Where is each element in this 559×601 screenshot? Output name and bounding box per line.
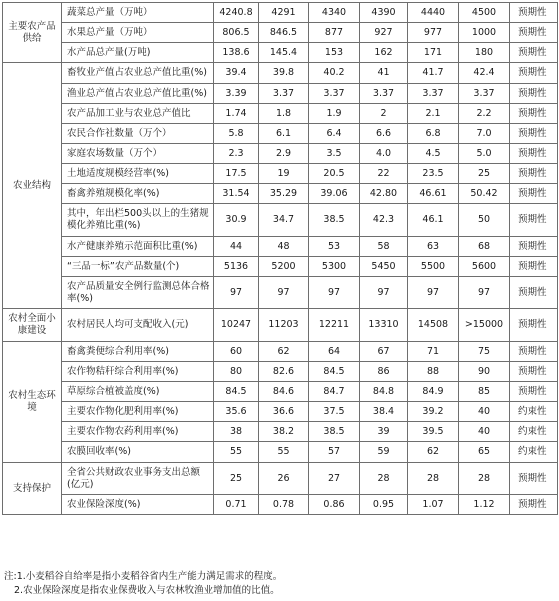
value-cell: 97 [459, 277, 510, 309]
table-row [3, 43, 558, 63]
value-cell: 3.37 [360, 84, 408, 104]
attribute-cell: 预期性 [510, 84, 558, 104]
indicator-cell: 水果总产量（万吨） [62, 23, 214, 43]
value-cell: 5600 [459, 257, 510, 277]
footnote-1: 注:1.小麦稻谷自给率是指小麦稻谷省内生产能力满足需求的程度。 [4, 571, 283, 582]
table-row [3, 309, 558, 342]
attribute-cell: 预期性 [510, 164, 558, 184]
table-row [3, 164, 558, 184]
table-row [3, 382, 558, 402]
value-cell: 877 [309, 23, 360, 43]
indicator-cell: “三品一标”农产品数量(个) [62, 257, 214, 277]
table-body [3, 3, 558, 515]
value-cell: 28 [408, 463, 459, 495]
attribute-cell: 预期性 [510, 184, 558, 204]
table-row [3, 144, 558, 164]
value-cell: 10247 [214, 309, 259, 342]
value-cell: 30.9 [214, 204, 259, 237]
attribute-cell: 预期性 [510, 144, 558, 164]
value-cell: 46.1 [408, 204, 459, 237]
value-cell: 806.5 [214, 23, 259, 43]
value-cell: 4240.8 [214, 3, 259, 23]
value-cell: 38.5 [309, 204, 360, 237]
agriculture-indicator-table [2, 2, 558, 515]
value-cell: 26 [259, 463, 309, 495]
value-cell: 3.37 [259, 84, 309, 104]
value-cell: 5.0 [459, 144, 510, 164]
value-cell: 84.5 [309, 362, 360, 382]
indicator-cell: 农业保险深度(%) [62, 495, 214, 515]
value-cell: 39.2 [408, 402, 459, 422]
value-cell: 35.6 [214, 402, 259, 422]
value-cell: 63 [408, 237, 459, 257]
category-cell: 农村生态环境 [3, 342, 62, 463]
value-cell: 48 [259, 237, 309, 257]
value-cell: 1.12 [459, 495, 510, 515]
value-cell: 2.3 [214, 144, 259, 164]
table-row [3, 257, 558, 277]
value-cell: 5500 [408, 257, 459, 277]
table-row [3, 422, 558, 442]
value-cell: 14508 [408, 309, 459, 342]
footnote-2: 2.农业保险深度是指农业保费收入与农林牧渔业增加值的比值。 [14, 585, 280, 596]
value-cell: 46.61 [408, 184, 459, 204]
value-cell: 6.1 [259, 124, 309, 144]
category-cell: 农业结构 [3, 63, 62, 309]
table-row [3, 362, 558, 382]
attribute-cell: 预期性 [510, 23, 558, 43]
value-cell: 1.07 [408, 495, 459, 515]
value-cell: 2.1 [408, 104, 459, 124]
value-cell: 17.5 [214, 164, 259, 184]
value-cell: 20.5 [309, 164, 360, 184]
table-row [3, 204, 558, 237]
value-cell: 84.5 [214, 382, 259, 402]
value-cell: 41 [360, 63, 408, 84]
value-cell: 60 [214, 342, 259, 362]
value-cell: 68 [459, 237, 510, 257]
value-cell: 0.86 [309, 495, 360, 515]
value-cell: 31.54 [214, 184, 259, 204]
indicator-cell: 渔业总产值占农业总产值比重(%) [62, 84, 214, 104]
indicator-cell: 农作物秸秆综合利用率(%) [62, 362, 214, 382]
value-cell: 82.6 [259, 362, 309, 382]
value-cell: 38.4 [360, 402, 408, 422]
value-cell: 62 [408, 442, 459, 463]
value-cell: 97 [309, 277, 360, 309]
category-cell: 主要农产品供给 [3, 3, 62, 63]
value-cell: 19 [259, 164, 309, 184]
value-cell: 84.7 [309, 382, 360, 402]
value-cell: 80 [214, 362, 259, 382]
value-cell: 977 [408, 23, 459, 43]
table-row [3, 495, 558, 515]
indicator-cell: 水产健康养殖示范面积比重(%) [62, 237, 214, 257]
indicator-cell: 畜禽粪便综合利用率(%) [62, 342, 214, 362]
value-cell: 138.6 [214, 43, 259, 63]
category-cell: 农村全面小康建设 [3, 309, 62, 342]
value-cell: 3.37 [459, 84, 510, 104]
value-cell: 86 [360, 362, 408, 382]
value-cell: 65 [459, 442, 510, 463]
attribute-cell: 约束性 [510, 422, 558, 442]
value-cell: 34.7 [259, 204, 309, 237]
value-cell: 13310 [360, 309, 408, 342]
value-cell: 180 [459, 43, 510, 63]
value-cell: 62 [259, 342, 309, 362]
value-cell: 71 [408, 342, 459, 362]
value-cell: 36.6 [259, 402, 309, 422]
indicator-cell: 农民合作社数量（万个） [62, 124, 214, 144]
value-cell: 39.4 [214, 63, 259, 84]
table-row [3, 463, 558, 495]
value-cell: 5136 [214, 257, 259, 277]
value-cell: 3.37 [408, 84, 459, 104]
value-cell: 0.71 [214, 495, 259, 515]
value-cell: 88 [408, 362, 459, 382]
value-cell: 38.2 [259, 422, 309, 442]
attribute-cell: 预期性 [510, 3, 558, 23]
value-cell: 42.4 [459, 63, 510, 84]
value-cell: 927 [360, 23, 408, 43]
attribute-cell: 预期性 [510, 237, 558, 257]
value-cell: 25 [214, 463, 259, 495]
indicator-cell: 主要农作物化肥利用率(%) [62, 402, 214, 422]
value-cell: 1000 [459, 23, 510, 43]
value-cell: 35.29 [259, 184, 309, 204]
value-cell: >15000 [459, 309, 510, 342]
category-cell: 支持保护 [3, 463, 62, 515]
attribute-cell: 预期性 [510, 277, 558, 309]
value-cell: 4.0 [360, 144, 408, 164]
value-cell: 1.74 [214, 104, 259, 124]
value-cell: 2.9 [259, 144, 309, 164]
value-cell: 5200 [259, 257, 309, 277]
indicator-cell: 其中，年出栏500头以上的生猪规模化养殖比重(%) [62, 204, 214, 237]
indicator-cell: 农产品质量安全例行监测总体合格率(%) [62, 277, 214, 309]
table-row [3, 104, 558, 124]
value-cell: 4390 [360, 3, 408, 23]
value-cell: 40 [459, 402, 510, 422]
value-cell: 162 [360, 43, 408, 63]
attribute-cell: 预期性 [510, 104, 558, 124]
indicator-cell: 畜禽养殖规模化率(%) [62, 184, 214, 204]
indicator-cell: 畜牧业产值占农业总产值比重(%) [62, 63, 214, 84]
value-cell: 7.0 [459, 124, 510, 144]
value-cell: 1.9 [309, 104, 360, 124]
value-cell: 27 [309, 463, 360, 495]
value-cell: 6.6 [360, 124, 408, 144]
attribute-cell: 预期性 [510, 463, 558, 495]
value-cell: 3.5 [309, 144, 360, 164]
indicator-cell: 农产品加工业与农业总产值比 [62, 104, 214, 124]
value-cell: 44 [214, 237, 259, 257]
attribute-cell: 预期性 [510, 204, 558, 237]
value-cell: 38.5 [309, 422, 360, 442]
value-cell: 64 [309, 342, 360, 362]
table-row [3, 442, 558, 463]
value-cell: 39.5 [408, 422, 459, 442]
value-cell: 4440 [408, 3, 459, 23]
value-cell: 55 [214, 442, 259, 463]
table-row [3, 402, 558, 422]
indicator-cell: 草原综合植被盖度(%) [62, 382, 214, 402]
value-cell: 4500 [459, 3, 510, 23]
value-cell: 6.8 [408, 124, 459, 144]
indicator-cell: 家庭农场数量（万个） [62, 144, 214, 164]
value-cell: 59 [360, 442, 408, 463]
table-row [3, 184, 558, 204]
value-cell: 12211 [309, 309, 360, 342]
value-cell: 25 [459, 164, 510, 184]
value-cell: 38 [214, 422, 259, 442]
value-cell: 4291 [259, 3, 309, 23]
value-cell: 55 [259, 442, 309, 463]
value-cell: 2 [360, 104, 408, 124]
attribute-cell: 预期性 [510, 124, 558, 144]
value-cell: 97 [214, 277, 259, 309]
table-row [3, 3, 558, 23]
value-cell: 23.5 [408, 164, 459, 184]
value-cell: 84.9 [408, 382, 459, 402]
value-cell: 90 [459, 362, 510, 382]
value-cell: 5450 [360, 257, 408, 277]
footnotes [4, 570, 556, 598]
table-row [3, 63, 558, 84]
value-cell: 3.37 [309, 84, 360, 104]
value-cell: 75 [459, 342, 510, 362]
table-row [3, 84, 558, 104]
value-cell: 0.95 [360, 495, 408, 515]
table-row [3, 23, 558, 43]
attribute-cell: 预期性 [510, 362, 558, 382]
value-cell: 1.8 [259, 104, 309, 124]
value-cell: 153 [309, 43, 360, 63]
value-cell: 846.5 [259, 23, 309, 43]
value-cell: 39.06 [309, 184, 360, 204]
value-cell: 4340 [309, 3, 360, 23]
value-cell: 145.4 [259, 43, 309, 63]
table-row [3, 342, 558, 362]
indicator-table-container [2, 2, 557, 515]
value-cell: 6.4 [309, 124, 360, 144]
attribute-cell: 约束性 [510, 402, 558, 422]
value-cell: 42.80 [360, 184, 408, 204]
indicator-cell: 蔬菜总产量（万吨） [62, 3, 214, 23]
value-cell: 28 [459, 463, 510, 495]
value-cell: 97 [259, 277, 309, 309]
value-cell: 37.5 [309, 402, 360, 422]
value-cell: 39 [360, 422, 408, 442]
value-cell: 50 [459, 204, 510, 237]
indicator-cell: 农村居民人均可支配收入(元) [62, 309, 214, 342]
value-cell: 4.5 [408, 144, 459, 164]
value-cell: 97 [360, 277, 408, 309]
value-cell: 171 [408, 43, 459, 63]
value-cell: 3.39 [214, 84, 259, 104]
value-cell: 2.2 [459, 104, 510, 124]
value-cell: 97 [408, 277, 459, 309]
value-cell: 41.7 [408, 63, 459, 84]
value-cell: 5.8 [214, 124, 259, 144]
value-cell: 53 [309, 237, 360, 257]
indicator-cell: 全省公共财政农业事务支出总额(亿元) [62, 463, 214, 495]
table-row [3, 124, 558, 144]
value-cell: 58 [360, 237, 408, 257]
table-row [3, 277, 558, 309]
indicator-cell: 农膜回收率(%) [62, 442, 214, 463]
attribute-cell: 预期性 [510, 309, 558, 342]
value-cell: 85 [459, 382, 510, 402]
value-cell: 40 [459, 422, 510, 442]
value-cell: 39.8 [259, 63, 309, 84]
value-cell: 0.78 [259, 495, 309, 515]
attribute-cell: 预期性 [510, 63, 558, 84]
indicator-cell: 主要农作物农药利用率(%) [62, 422, 214, 442]
value-cell: 50.42 [459, 184, 510, 204]
attribute-cell: 预期性 [510, 382, 558, 402]
indicator-cell: 水产品总产量(万吨) [62, 43, 214, 63]
value-cell: 40.2 [309, 63, 360, 84]
indicator-cell: 土地适度规模经营率(%) [62, 164, 214, 184]
attribute-cell: 预期性 [510, 43, 558, 63]
value-cell: 11203 [259, 309, 309, 342]
table-row [3, 237, 558, 257]
value-cell: 57 [309, 442, 360, 463]
attribute-cell: 预期性 [510, 495, 558, 515]
value-cell: 28 [360, 463, 408, 495]
attribute-cell: 预期性 [510, 257, 558, 277]
attribute-cell: 约束性 [510, 442, 558, 463]
value-cell: 5300 [309, 257, 360, 277]
attribute-cell: 预期性 [510, 342, 558, 362]
value-cell: 22 [360, 164, 408, 184]
value-cell: 42.3 [360, 204, 408, 237]
value-cell: 84.8 [360, 382, 408, 402]
value-cell: 84.6 [259, 382, 309, 402]
value-cell: 67 [360, 342, 408, 362]
